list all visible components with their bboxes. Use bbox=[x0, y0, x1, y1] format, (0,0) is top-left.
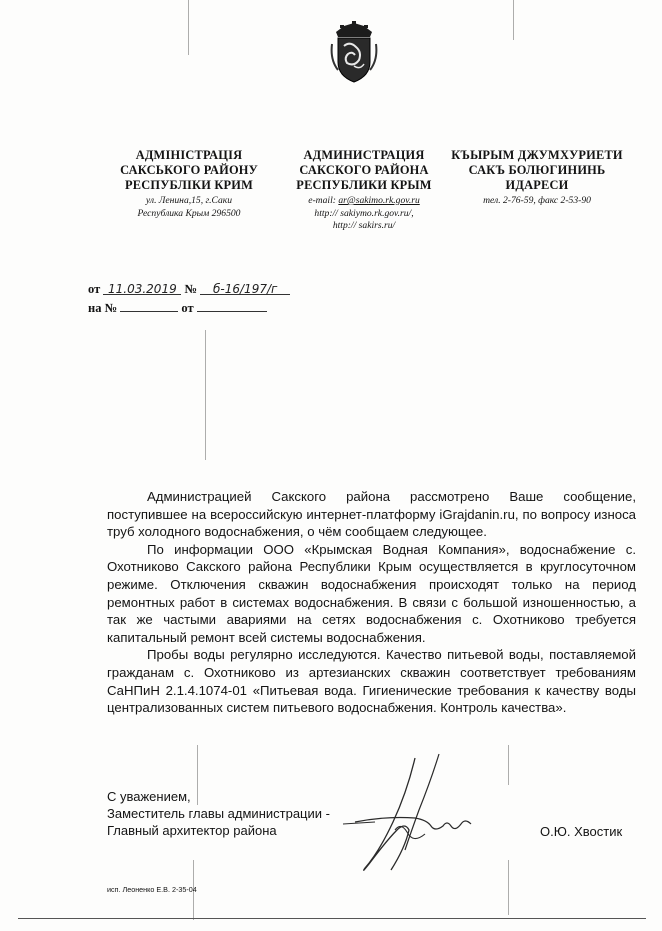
scan-line bbox=[508, 860, 509, 915]
header-center-block bbox=[284, 148, 444, 233]
number-label: № bbox=[184, 282, 198, 296]
incoming-reference-line bbox=[88, 299, 328, 316]
bottom-rule bbox=[18, 918, 646, 919]
header-left-block bbox=[104, 148, 274, 220]
reply-number-field bbox=[120, 299, 178, 312]
letter-body bbox=[107, 488, 636, 717]
header-right-block bbox=[447, 148, 627, 208]
header-left-title-1: АДМІНІСТРАЦІЯ bbox=[135, 148, 243, 162]
header-right-title-1: КЪЫРЫМ ДЖУМХУРИЕТИ bbox=[451, 148, 623, 162]
body-paragraph-3: Пробы воды регулярно исследуются. Качество питьевой воды, поставляемой гражданам с. Охотниково из артезианских скважин соответствует требованиям СаНПиН 2.1.4.1074-01 «Питьевая вода. Гигиенические требования к качеству воды централизованных систем питьевого водоснабжения. Контроль качества». bbox=[107, 647, 636, 716]
greeting: С уважением, bbox=[107, 789, 191, 804]
header-left-address-2: Республика Крым 296500 bbox=[137, 207, 241, 219]
header-left-title-2: САКСЬКОГО РАЙОНУ bbox=[120, 163, 258, 177]
executor-note: исп. Леоненко Е.В. 2-35-04 bbox=[107, 885, 197, 894]
scan-line bbox=[188, 0, 189, 55]
scan-line bbox=[508, 745, 509, 785]
header-center-title-2: САКСКОГО РАЙОНА bbox=[299, 163, 429, 177]
body-paragraph-1: Администрацией Сакского района рассмотрено Ваше сообщение, поступившее на всероссийскую интернет-платформу iGrajdanin.ru, по вопросу износа труб холодного водоснабжения, о чём сообщаем следующее. bbox=[107, 489, 636, 540]
reply-number-label: на № bbox=[88, 301, 118, 315]
header-right-title-3: ИДАРЕСИ bbox=[505, 178, 569, 192]
header-left-title-3: РЕСПУБЛІКИ КРИМ bbox=[124, 178, 254, 192]
header-left-address-1: ул. Ленина,15, г.Саки bbox=[145, 195, 233, 206]
reply-from-label: от bbox=[181, 301, 194, 315]
email-label: e-mail: bbox=[308, 195, 336, 206]
outgoing-number: б-16/197/г bbox=[213, 282, 278, 296]
signature-block bbox=[107, 788, 330, 839]
body-paragraph-2: По информации ООО «Крымская Водная Компания», водоснабжение с. Охотниково Сакского района Республики Крым осуществляется в круглосуточном режиме. Отключения скважин водоснабжения происходят только на период ремонтных работ в системах водоснабжения. В связи с большой изношенностью, а так же частыми авариями на сетях водоснабжения с. Охотниково требуется капитальный ремонт всей системы водоснабжения. bbox=[107, 541, 636, 645]
header-right-title-2: САКЪ БОЛЮГИНИНЬ bbox=[468, 163, 606, 177]
signatory-name: О.Ю. Хвостик bbox=[540, 824, 623, 839]
position-line-1: Заместитель главы администрации - bbox=[107, 806, 330, 821]
scan-line bbox=[205, 330, 206, 460]
website-link-1[interactable]: http:// sakiymo.rk.gov.ru/, bbox=[314, 207, 414, 219]
email-link[interactable]: ar@sakimo.rk.gov.ru bbox=[338, 195, 420, 206]
handwritten-signature bbox=[335, 752, 485, 882]
website-link-2[interactable]: http:// sakirs.ru/ bbox=[332, 220, 396, 231]
from-label: от bbox=[88, 282, 101, 296]
scan-line bbox=[513, 0, 514, 40]
reply-date-field bbox=[197, 299, 267, 312]
header-center-title-1: АДМИНИСТРАЦИЯ bbox=[303, 148, 425, 162]
outgoing-date: 11.03.2019 bbox=[108, 282, 177, 296]
position-line-2: Главный архитектор района bbox=[107, 823, 277, 838]
coat-of-arms-emblem bbox=[330, 20, 378, 84]
header-right-phones: тел. 2-76-59, факс 2-53-90 bbox=[483, 195, 591, 206]
header-center-title-3: РЕСПУБЛИКИ КРЫМ bbox=[296, 178, 432, 192]
outgoing-reference-line bbox=[88, 282, 328, 297]
